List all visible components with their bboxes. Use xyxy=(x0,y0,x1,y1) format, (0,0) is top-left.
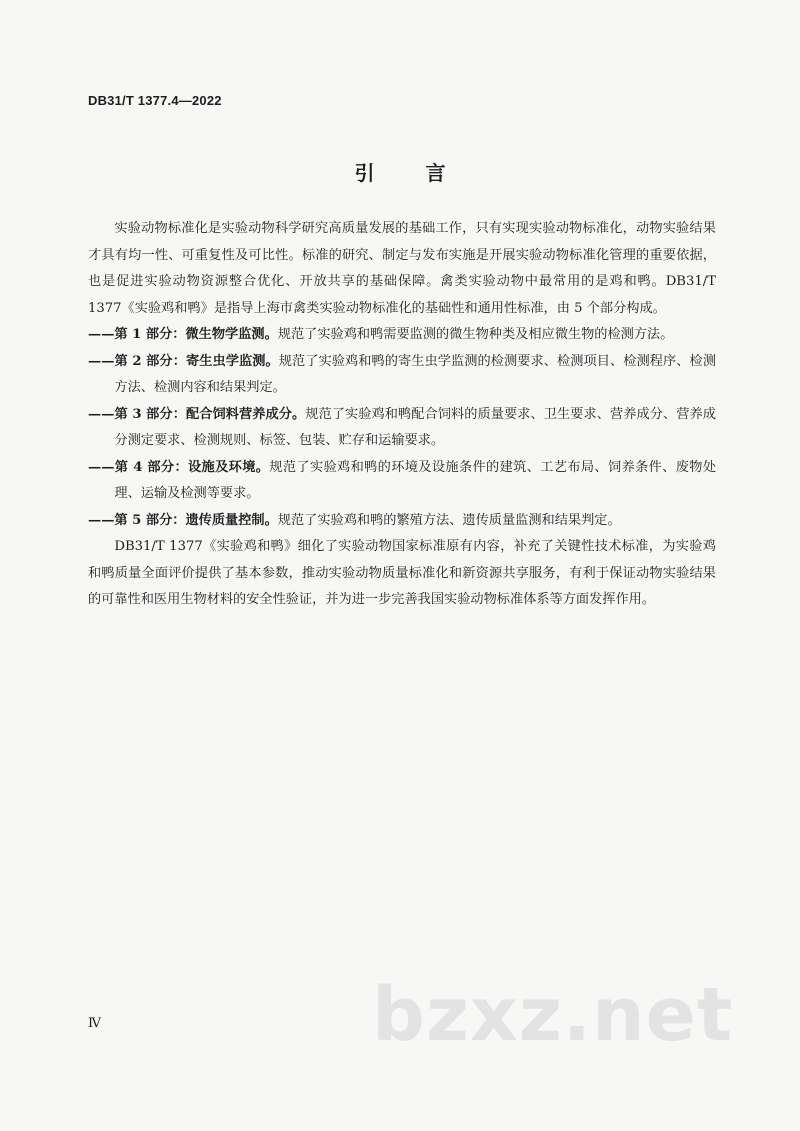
part-1-lead: ——第 1 部分：微生物学监测。 xyxy=(88,327,278,342)
intro-paragraph: 实验动物标准化是实验动物科学研究高质量发展的基础工作，只有实现实验动物标准化，动物实验结果才具有均一性、可重复性及可比性。标准的研究、制定与发布实施是开展实验动物标准化管理的重要依据，也是促进实验动物资源整合优化、开放共享的基础保障。禽类实验动物中最常用的是鸡和鸭。DB31/T 1377《实验鸡和鸭》是指导上海市禽类实验动物标准化的基础性和通用性标准，由 5 个部分构成。 xyxy=(88,221,716,316)
part-5-text: 规范了实验鸡和鸭的繁殖方法、遗传质量监测和结果判定。 xyxy=(277,512,621,528)
part-2-lead: ——第 2 部分：寄生虫学监测。 xyxy=(88,353,279,369)
part-1-item xyxy=(88,322,716,349)
page-title: 引 言 xyxy=(354,161,468,185)
part-3-item xyxy=(88,402,716,455)
part-1-text: 规范了实验鸡和鸭需要监测的微生物种类及相应微生物的检测方法。 xyxy=(277,327,674,342)
closing-paragraph: DB31/T 1377《实验鸡和鸭》细化了实验动物国家标准原有内容，补充了关键性技术标准，为实验鸡和鸭质量全面评价提供了基本参数，推动实验动物质量标准化和新资源共享服务，有利于保证动物实验结果的可靠性和医用生物材料的安全性验证，并为进一步完善我国实验动物标准体系等方面发挥作用。 xyxy=(88,539,716,607)
part-4-lead: ——第 4 部分：设施及环境。 xyxy=(88,459,270,475)
part-5-item xyxy=(88,508,716,535)
page-number: Ⅳ xyxy=(88,1016,101,1031)
watermark: bzxz.net xyxy=(372,972,734,1058)
part-3-text: 规范了实验鸡和鸭配合饲料的质量要求、卫生要求、营养成分、营养成分测定要求、检测规则、标签、包装、贮存和运输要求。 xyxy=(114,406,716,448)
part-5-lead: ——第 5 部分：遗传质量控制。 xyxy=(88,512,278,528)
part-2-text: 规范了实验鸡和鸭的寄生虫学监测的检测要求、检测项目、检测程序、检测方法、检测内容和结果判定。 xyxy=(114,353,717,395)
part-4-text: 规范了实验鸡和鸭的环境及设施条件的建筑、工艺布局、饲养条件、废物处理、运输及检测等要求。 xyxy=(114,459,717,501)
part-4-item xyxy=(88,455,716,508)
part-2-item xyxy=(88,349,716,402)
document-code: DB31/T 1377.4—2022 xyxy=(88,93,222,108)
body-text xyxy=(88,216,716,614)
part-3-lead: ——第 3 部分：配合饲料营养成分。 xyxy=(88,406,306,422)
